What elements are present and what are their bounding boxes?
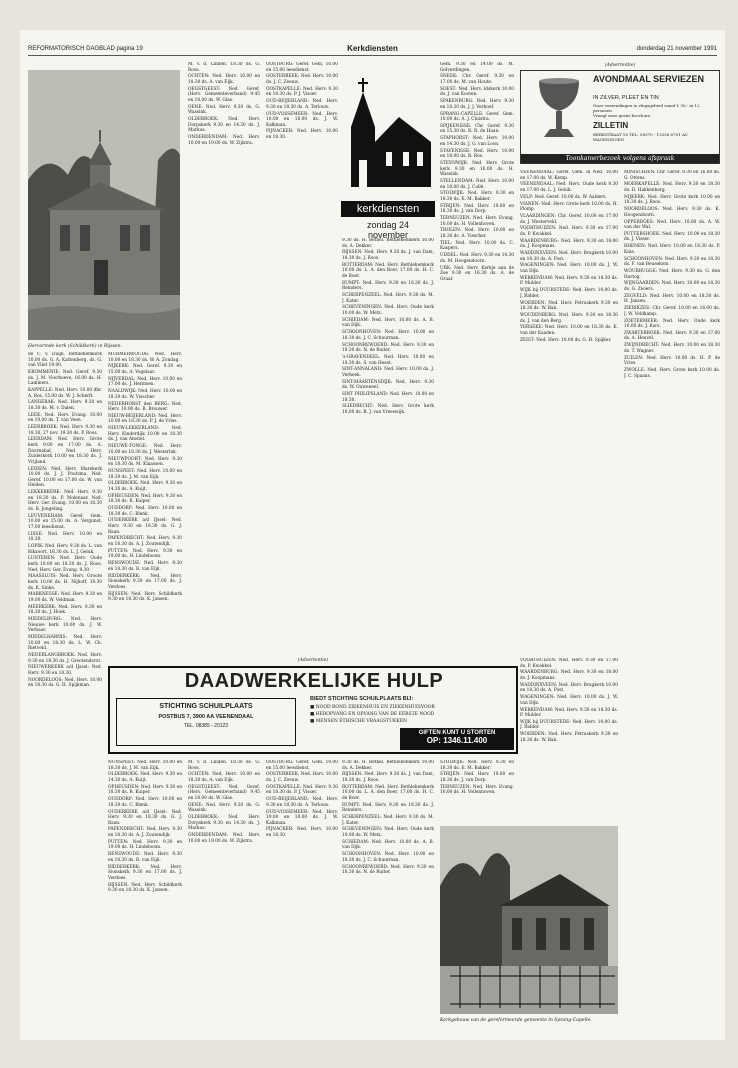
column-3	[188, 62, 338, 652]
entry: SOEST: Ned. Herv. Idskerk 10.00 ds. J. van Kooten.	[440, 86, 514, 98]
masthead	[28, 44, 717, 56]
entry: SCHOONREWOERD: Ned. Herv. 9.30 en 18.30 ds. N. de Ruiter.	[342, 864, 434, 876]
entry: SCHERPENZEEL: Ned. Herv. 9.30 ds. M. J. Kater.	[342, 293, 434, 304]
entry: KAPPELLE: Ned. Herv. 10.00 dhr. A. Ros, 15.00 ds. W. J. Scherft.	[28, 387, 102, 399]
hulp-postbus: POSTBUS 7, 3900 AA VEENENDAAL	[158, 714, 254, 720]
entry: STRIJEN: Ned. Herv. 10.00 en 18.30 ds. J. van Dorp.	[440, 203, 514, 215]
entry: OOSTBURG: Geref. Gem. 10.00 en 15.00 leesdienst.	[266, 62, 338, 73]
column-1	[28, 352, 102, 1032]
entry: NIEUWE-TONGE: Ned. Herv. 10.00 en 18.30 ds. J. Westerink.	[108, 444, 182, 455]
entry: RIDDERKERK: Ned. Herv. Sionskerk 9.30 en 17.00 ds. J. Verdoes.	[108, 573, 182, 590]
entry: 9.30 ds. H. Bethel. Bethlehemkerk 10.00 ds. A. Dekker.	[342, 760, 434, 771]
ad-label-text: (Advertentie)	[604, 63, 636, 68]
entry: LUNTEREN: Ned. Herv. Oude kerk 10.00 en 18.30 ds. J. Roos. Ned. Herv. Ger. Evang. 9.30.	[28, 556, 102, 573]
entry: NUNSPEET: Ned. Herv. 10.00 en 18.30 ds. J. M. van Eijk.	[108, 760, 182, 771]
avondmaal-company: ZILLETIN	[593, 121, 629, 130]
entry: ROTTERDAM: Ned. Herv. Bethlehemkerk 10.00 ds. L. A. den Boer, 17.00 ds. H. C. de Boer.	[342, 784, 434, 801]
avondmaal-subtitle: IN ZILVER, PLEET EN TIN	[593, 95, 659, 101]
entry: PIJNACKER: Ned. Herv. 10.00 en 18.30.	[266, 827, 338, 839]
entry: WAARDENBURG: Ned. Herv. 9.30 en 18.00 ds. J. Koopmans.	[520, 238, 618, 250]
entry: PUTTEN: Ned. Herv. 9.30 en 19.00 ds. H. Lindeboom.	[108, 548, 182, 560]
entry: PIJNACKER: Ned. Herv. 10.00 en 18.30.	[266, 129, 338, 141]
entry: SLIEDRECHT: Ned. Herv. Grote kerk 10.00 ds. B. J. van Vreeswijk.	[342, 404, 434, 416]
sprang-photo-caption	[440, 1018, 620, 1024]
sprang-church-photo	[440, 826, 618, 1014]
column-2-lower	[108, 760, 182, 1030]
entry: ZUILEN: Ned. Herv. 10.00 ds. H. P. de Vries.	[624, 355, 720, 367]
entry: OLDEBROEK: Ned. Herv. Dorpskerk 9.30 en 14.30 ds. J. Markus.	[188, 815, 260, 832]
entry: NIEUW-BEIJERLAND: Ned. Herv. 10.00 en 18.30 ds. P. J. de Vries.	[108, 413, 182, 425]
masthead-left: REFORMATORISCH DAGBLAD pagina 19	[28, 46, 143, 52]
entry: SCHIEDAM: Ned. Herv. 10.00 ds. A. B. van Dijk.	[342, 839, 434, 851]
hulp-line-3-text: MENSEN ETHISCHE VRAAGSTUKKEN	[315, 719, 407, 724]
hulp-org-block	[116, 698, 296, 746]
entry: ZWIJNDRECHT: Ned. Herv. 10.00 en 18.30 ds. T. Wagner.	[624, 343, 720, 354]
entry: WIJK bij DUURSTEDE: Ned. Herv. 10.00 ds. J. Ridder.	[520, 719, 618, 731]
entry: LEUVENEHAM: Geref. Gem. 10.00 en 15.00 ds. A. Vergunst, 17.00 leesdienst.	[28, 513, 102, 530]
column-6	[520, 170, 618, 652]
entry: OLDEBROEK: Ned. Herv. 9.30 en 14.30 ds. A. Kuijt.	[108, 481, 182, 492]
kerkdiensten-subtitle: zondag 24 november	[366, 220, 410, 240]
entry: PUTTERSHOEK: Ned. Herv. 10.00 en 18.30 ds. J. Visser.	[624, 231, 720, 243]
entry: M. v. d. Linden. 18.30 ds. G. Roos.	[188, 62, 260, 73]
entry: STOLWIJK: Ned. Herv. 9.30 en 18.30 ds. E. M. Bakker.	[440, 760, 514, 771]
avondmaal-note-1: Onze verzendingen in vlugsgebied vanaf f. 50,- in 12 personen	[593, 103, 700, 113]
entry: WIJK bij DUURSTEDE: Ned. Herv. 10.00 ds. J. Ridder.	[520, 288, 618, 299]
hulp-giro-box	[400, 728, 514, 750]
entry: SCHEVENINGEN: Ned. Herv. Oude kerk 10.00 ds. W. Metz.	[342, 305, 434, 317]
ad-label-text: (Advertentie)	[297, 658, 329, 663]
entry: ZIERIKZEE: Chr. Geref. 10.00 en 16.00 ds. J. W. Veldkamp.	[624, 306, 720, 317]
rijssen-church-photo	[28, 70, 180, 340]
entry: STAPHORST: Ned. Herv. 10.00 en 14.30 ds. J. G. van Loon.	[440, 136, 514, 147]
entry: WAARDENBURG: Ned. Herv. 9.30 en 18.00 ds. J. Koopmans.	[520, 670, 618, 681]
avondmaal-address: BERKSTRAAT 16 TEL. 08370 - 13336 6701 AC WAGENINGEN	[593, 132, 688, 142]
entry: M. v. d. Linden. 18.30 ds. G. Roos.	[188, 760, 260, 771]
entry: RIJSSEN: Ned. Herv. 9.30 ds. J. van Dam, 18.30 ds. J. Roos.	[342, 772, 434, 783]
entry: OCHTEN: Ned. Herv. 10.00 en 18.30 ds. A. van Eijk.	[188, 74, 260, 85]
entry: NAALDWIJK: Ned. Herv. 10.00 en 18.30 ds. W. Visscher.	[108, 389, 182, 400]
entry: TERNEUZEN: Ned. Herv. Evang. 10.00 ds. H. Vollenhoven.	[440, 784, 514, 796]
entry: LISSE: Ned. Herv. 10.00 en 18.30.	[28, 531, 102, 543]
entry: WADDINXVEEN: Ned. Herv. Brugkerk 10.00 en 18.30 ds. A. Post.	[520, 251, 618, 262]
bullet-icon: ■	[310, 712, 316, 717]
entry: RIJSSEN: Ned. Herv. 9.30 ds. J. van Dam, 18.30 ds. J. Roos.	[342, 250, 434, 261]
entry: NIJKERK: Ned. Geref. 9.30 en 15.00 ds. A. Vogelaar.	[108, 364, 182, 375]
entry: VOORTHUIZEN: Ned. Herv. 9.30 en 17.00 ds. P. Kwakkel.	[520, 226, 618, 237]
entry: NIJKERK: Ned. Herv. Grote kerk 10.00 en 18.30 ds. J. Roos.	[624, 194, 720, 206]
column-5-lower	[440, 760, 514, 820]
entry: OOSTKAPELLE: Ned. Herv. 9.30 en 18.30 ds. P. J. Visser.	[266, 784, 338, 796]
entry: LEEK: Ned. Herv. Evang. 10.00 en 19.00 ds. T. van Veen.	[28, 412, 102, 424]
hulp-line-3	[310, 719, 510, 724]
entry: OLDEBROEK: Ned. Herv. Dorpskerk 9.30 en 14.30 ds. J. Markus.	[188, 117, 260, 134]
entry: Gem. 9.30 en 14.00 ds. M. Golverdingen.	[440, 62, 514, 73]
entry: LANGERAK: Ned. Herv. 9.30 en 18.30 ds. M. v. Dalen.	[28, 400, 102, 411]
entry: WERKENDAM: Ned. Herv. 9.30 en 18.30 ds. P. Mulder.	[520, 707, 618, 719]
chalice-icon	[524, 75, 594, 147]
entry: OOSTBURG: Geref. Gem. 10.00 en 15.00 leesdienst.	[266, 760, 338, 771]
entry: TERNEUZEN: Ned. Herv. Evang. 10.00 ds. H. Vollenhoven.	[440, 216, 514, 227]
entry: UDDEL: Ned. Herv. 9.30 en 14.30 ds. M. Hoogendoorn.	[440, 253, 514, 264]
entry: KROMMENIE: Ned. Geref. 9.30 ds. J. M. Voorhoeve, 16.00 ds. H. Lammers.	[28, 369, 102, 387]
entry: LEERDAM: Ned. Herv. Grote kerk 9.00 en 17.00 ds. A. Doornebal, Ned. Herv. Zuiderkerk 10.00 en 18.30 ds. J. Vrijland.	[28, 437, 102, 465]
entry: WOUDENBERG: Ned. Herv. 9.30 en 18.30 ds. J. van den Berg.	[520, 312, 618, 324]
kerkdiensten-logo	[341, 72, 435, 240]
hulp-org: STICHTING SCHUILPLAATS	[159, 703, 253, 710]
entry: ZWOLLE: Ned. Herv. Grote kerk 10.00 ds. J. C. Spaans.	[624, 368, 720, 379]
column-2	[108, 352, 182, 652]
masthead-section-title: Kerkdiensten	[347, 44, 398, 53]
entry: VIANEN: Ned. Herv. Grote kerk 10.00 ds. H. Plomp.	[520, 201, 618, 213]
entry: NIEUW-LEKKERLAND: Ned. Herv. Kinderdijk 10.00 en 18.30 ds. J. van Amstel.	[108, 426, 182, 443]
entry: WADDINXVEEN: Ned. Herv. Brugkerk 10.00 en 18.30 ds. A. Post.	[520, 682, 618, 694]
entry: SCHOONHOVEN: Ned. Herv. 10.00 en 18.30 ds. J. C. Schuurman.	[342, 330, 434, 341]
entry: OUD-BEIJERLAND: Ned. Herv. 9.30 en 18.30 ds. A. Terlouw.	[266, 797, 338, 808]
entry: RUMPT: Ned. Herv. 9.30 en 18.30 ds. J. Reinders.	[342, 280, 434, 292]
entry: NOORDELOOS: Ned. Herv. 9.30 ds. K. Hoogendoorn.	[624, 207, 720, 218]
avondmaal-ad	[520, 70, 720, 164]
entry: STAVENISSE: Ned. Herv. 10.00 en 18.00 ds. R. Ros.	[440, 148, 514, 160]
entry: PAPENDRECHT: Ned. Herv. 9.30 en 18.30 ds. A. J. Zoutendijk.	[108, 536, 182, 548]
entry: VOORTHUIZEN: Ned. Herv. 9.30 en 17.00 ds. P. Kwakkel.	[520, 658, 618, 669]
entry: VEENENDAAL: Geref. Gem. in Ned. 10.00 en 17.00 ds. W. Kemp.	[520, 170, 618, 181]
entry: NEDERLANGBROEK: Ned. Herv. 9.30 en 18.30 ds. J. Grootendorst.	[28, 653, 102, 664]
entry: ZOETERMEER: Ned. Herv. Oude kerk 10.00 ds. J. Kors.	[624, 318, 720, 330]
hulp-line-2	[310, 712, 510, 717]
entry: VLAARDINGEN: Chr. Geref. 10.00 en 17.00 ds. J. Westerveld.	[520, 213, 618, 225]
entry: ONDERDENDAM: Ned. Herv. 10.00 en 19.00 ds. W. Zijlstra.	[188, 135, 260, 146]
entry: NUNSPEET: Ned. Herv. 10.00 en 18.30 ds. J. M. van Eijk.	[108, 468, 182, 480]
entry: WAGENINGEN: Ned. Herv. 10.00 ds. J. W. van Dijk.	[520, 263, 618, 274]
entry: WAGENINGEN: Ned. Herv. 10.00 ds. J. W. van Dijk.	[520, 695, 618, 706]
entry: OUDERKERK a/d IJssel: Ned. Herv. 9.30 en 18.30 ds. G. J. Baan.	[108, 809, 182, 826]
hulp-giften: GIFTEN KUNT U STORTEN	[418, 730, 496, 736]
entry: RENSWOUDE: Ned. Herv. 9.30 en 18.30 ds. B. van Eijk.	[108, 852, 182, 863]
ad-label	[520, 63, 720, 68]
entry: LOPIK: Ned. Herv. 9.30 ds. L. van Rikxoort, 18.30 ds. L. J. Geluk.	[28, 544, 102, 555]
avondmaal-footer: Toonkamerbezoek volgens afspraak	[521, 154, 719, 163]
entry: PUTTEN: Ned. Herv. 9.30 en 19.00 ds. H. Lindeboom.	[108, 839, 182, 851]
entry: OOSTERBEEK: Ned. Herv. 10.00 ds. J. C. Zeeuw.	[266, 74, 338, 85]
entry: SINT PHILIPSLAND: Ned. Herv. 10.00 en 18.30.	[342, 392, 434, 403]
entry: OUD-VOSSEMEER: Ned. Herv. 10.00 en 18.00 ds. J. W. Kalkman.	[266, 809, 338, 826]
entry: SINT-ANNALAND: Ned. Herv. 10.00 ds. J. Verbeek.	[342, 367, 434, 378]
daadwerkelijke-hulp-ad	[108, 666, 518, 754]
ad-label-2	[108, 658, 518, 663]
entry: OUD-BEIJERLAND: Ned. Herv. 9.30 en 18.30 ds. A. Terlouw.	[266, 99, 338, 110]
column-3-lower	[188, 760, 338, 1030]
entry: ZWARTEBROEK: Ned. Herv. 9.30 en 17.00 ds. A. Heuvel.	[624, 330, 720, 342]
entry: VELP: Ned. Geref. 10.00 ds. W. Aalders.	[520, 194, 607, 200]
caption-text: Kerkgebouw van de gereformeerde gemeente in Sprang-Capelle.	[440, 1018, 592, 1023]
entry: MAASSLUIS: Ned. Herv. Groote kerk 10.00 ds. H. Nijhoff, 18.30 ds. K. Sinke.	[28, 574, 102, 591]
entry: OEGSTGEEST: Ned. Geref. (Herv. Gemeenteverband) 9.45 en 18.00 ds. W. Glas.	[188, 784, 260, 801]
entry: NEDERHORST den BERG: Ned. Herv. 10.00 ds. R. Brouwer.	[108, 401, 182, 413]
hulp-biedt: BIEDT STICHTING SCHUILPLAATS BIJ:	[310, 696, 414, 702]
entry: THOLEN: Ned. Herv. 10.00 en 18.30 ds. A. Visscher.	[440, 228, 514, 240]
entry: STOLWIJK: Ned. Herv. 9.30 en 18.30 ds. E. M. Bakker.	[440, 191, 514, 202]
entry: SPIJKENISSE: Chr. Geref. 9.30 en 15.30 ds. R. R. de Haan.	[440, 123, 514, 135]
entry: OLDEBROEK: Ned. Herv. 9.30 en 14.30 ds. A. Kuijt.	[108, 772, 182, 783]
avondmaal-note-2: Vraagt onze gratis brochure	[593, 113, 651, 118]
newspaper-page	[20, 30, 725, 1040]
bullet-icon: ■	[310, 705, 316, 710]
column-7	[624, 170, 720, 1030]
entry: OEGSTGEEST: Ned. Geref. (Herv. Gemeenteverband) 9.45 en 18.00 ds. W. Glas.	[188, 86, 260, 103]
entry: PAPENDRECHT: Ned. Herv. 9.30 en 18.30 ds. A. J. Zoutendijk.	[108, 827, 182, 839]
entry: SPRANG-CAPELLE: Geref. Gem. 10.00 ds. A. J. Cluistra.	[440, 111, 514, 123]
entry: OPPERDOES: Ned. Herv. 10.00 ds. A. W. van der Wal.	[624, 219, 720, 231]
entry: SINT-MAARTENSDIJK: Ned. Herv. 9.30 ds. W. Ouweneel.	[342, 379, 434, 391]
entry: WOERDEN: Ned. Herv. Petruskerk 9.30 en 18.30 ds. W. Bak.	[520, 300, 618, 312]
entry: ONDERDENDAM: Ned. Herv. 10.00 en 19.00 ds. W. Zijlstra.	[188, 833, 260, 844]
entry: STRIJEN: Ned. Herv. 10.00 en 18.30 ds. J. van Dorp.	[440, 772, 514, 783]
entry: WERKENDAM: Ned. Herv. 9.30 en 18.30 ds. P. Mulder.	[520, 275, 618, 287]
entry: YERSEKE: Ned. Herv. 10.00 en 18.30 ds. K. van der Kaaden.	[520, 325, 618, 336]
hulp-title: DAADWERKELIJKE HULP	[184, 670, 444, 692]
entry: ROTTERDAM: Ned. Herv. Bethlehemkerk 10.00 ds. L. A. den Boer, 17.00 ds. H. C. de Boer.	[342, 262, 434, 279]
entry: OOSTERBEEK: Ned. Herv. 10.00 ds. J. C. Zeeuw.	[266, 772, 338, 783]
entry: NOORDELOOS: Ned. Herv. 10.00 en 18.30 ds. G. H. Spijkman.	[28, 677, 102, 689]
column-4	[342, 238, 434, 652]
entry: OCHTEN: Ned. Herv. 10.00 en 18.30 ds. A. van Eijk.	[188, 772, 260, 783]
kerkdiensten-banner	[341, 201, 435, 217]
entry: OPHEUSDEN: Ned. Herv. 9.30 en 18.30 ds. R. Kuiper.	[108, 784, 182, 796]
hulp-giro: OP: 1346.11.400	[426, 736, 488, 745]
entry: WOERDEN: Ned. Herv. Petruskerk 9.30 en 18.30 ds. W. Bak.	[520, 732, 618, 743]
hulp-line-1-text: NOOD ROND ZIEKENHUIS EN ZIEKENHUISVOOR	[315, 705, 435, 710]
entry: OPHEUSDEN: Ned. Herv. 9.30 en 18.30 ds. R. Kuiper.	[108, 493, 182, 505]
entry: NIJVERDAL: Ned. Herv. 10.00 en 17.00 ds. J. Hermsen.	[108, 376, 182, 388]
entry: SCHIEDAM: Ned. Herv. 10.00 ds. A. B. van Dijk.	[342, 317, 434, 329]
entry: LEKKERKERK: Ned. Herv. 9.30 en 18.30 ds. P. Molenaar. Ned. Herv. Ger. Evang. 10.00 en 18.30 ds. B. Jongeling.	[28, 490, 102, 512]
entry: MOERKAPELLE: Ned. Herv. 9.30 en 18.30 ds. D. Hakkenberg.	[624, 182, 720, 193]
entry: SCHOONREWOERD: Ned. Herv. 9.30 en 18.30 ds. N. de Ruiter.	[342, 342, 434, 354]
column-4-lower	[342, 760, 434, 1030]
entry: ZEGVELD: Ned. Herv. 10.00 en 18.30 ds. H. Jansen.	[624, 293, 720, 305]
entry: RIJSSEN: Ned. Herv. Schildkerk 9.30 en 18.30 ds. K. Jansen.	[108, 591, 182, 603]
entry: VEENENDAAL: Ned. Herv. Oude kerk 9.30 en 17.00 ds. L. J. Geluk.	[520, 182, 618, 193]
entry: OENE: Ned. Herv. 9.30 ds. G. Wassink.	[188, 104, 260, 116]
entry: STEENWIJK: Ned. Herv. Grote kerk 9.30 en 16.00 ds. H. Wassink.	[440, 161, 514, 178]
caption-text: Hervormde kerk (Schildkerk) in Rijssen.	[28, 344, 123, 349]
entry: SCHEVENINGEN: Ned. Herv. Oude kerk 10.00 ds. W. Metz.	[342, 827, 434, 839]
bullet-icon: ■	[310, 719, 316, 724]
column-5	[440, 62, 514, 652]
entry: MINISCHIEN: Chr. Geref. 9.30 en 16.00 ds. G. Ottens.	[624, 170, 720, 181]
entry: RHENEN: Ned. Herv. 10.00 en 18.30 ds. P. Kats.	[624, 244, 720, 255]
church-silhouette-icon	[341, 72, 435, 197]
entry: LEERBROEK: Ned. Herv. 9.30 en 18.30, 27 nov. 19.30 ds. P. Roos.	[28, 425, 102, 436]
entry: RIDDERKERK: Ned. Herv. Sionskerk 9.30 en 17.00 ds. J. Verdoes.	[108, 864, 182, 881]
entry: WOUBRUGGE: Ned. Herv. 9.30 ds. G. den Hartog.	[624, 269, 720, 280]
entry: URK: Ned. Herv. Kerkje aan de Zee 9.30 en 16.30 ds. A. de Graaf.	[440, 265, 514, 282]
entry: SCHERPENZEEL: Ned. Herv. 9.30 ds. M. J. Kater.	[342, 815, 434, 826]
column-6-lower	[520, 658, 618, 820]
hulp-line-2-text: HEROPVANG EN OPVANG VAN DE EERSTE NOOD	[315, 712, 435, 717]
entry: de C. v. Duijn. Bethlehemkerk 10.00 ds. G. A. Kattenberg, ds. G. van Vliet 19.00.	[28, 352, 102, 369]
hulp-tel: TEL. 08385 - 20123	[183, 723, 229, 729]
entry: SPAKENBURG: Ned. Herv. 9.30 en 18.30 ds. J. J. Verhoef.	[440, 99, 514, 110]
entry: 's-GRAVENDEEL: Ned. Herv. 10.00 en 18.30 ds. S. van Heest.	[342, 354, 434, 366]
entry: MIDDELHARNIS: Ned. Herv. 10.00 en 18.30 ds. L. W. Ch. Rietveld.	[28, 635, 102, 652]
entry: OOSTKAPELLE: Ned. Herv. 9.30 en 18.30 ds. P. J. Visser.	[266, 86, 338, 98]
entry: RIJSSEN: Ned. Herv. Schildkerk 9.30 en 18.30 ds. K. Jansen.	[108, 882, 182, 894]
rijssen-church-illustration	[28, 70, 180, 340]
entry: OUDDORP: Ned. Herv. 10.00 en 18.30 ds. C. Blenk.	[108, 797, 182, 808]
entry: OENE: Ned. Herv. 9.30 ds. G. Wassink.	[188, 802, 260, 814]
entry: TIEL: Ned. Herv. 10.00 ds. C. Kaspers.	[440, 240, 514, 252]
rijssen-photo-caption	[28, 344, 188, 350]
entry: MURMERWOUDE: Ned. Herv. 10.00 en 18.30 ds. W. A. Zondag.	[108, 352, 182, 363]
entry: MIDDELBURG: Ned. Herv. Nieuwe kerk 10.00 ds. J. W. Verhaar.	[28, 617, 102, 634]
hulp-line-1	[310, 705, 510, 710]
entry: NIEUWERKERK a/d IJssel: Ned. Herv. 9.30 en 18.30.	[28, 665, 102, 677]
entry: 9.30 ds. H. Bethel. Bethlehemkerk 10.00 ds. A. Dekker.	[342, 238, 434, 249]
entry: MEERKERK: Ned. Herv. 9.30 en 18.30 ds. J. Hoek.	[28, 604, 102, 616]
entry: SNEEK: Chr. Geref. 9.30 en 17.00 ds. M. van Houte.	[440, 74, 514, 85]
entry: ZEIST: Ned. Herv. 10.00 ds. G. H. Spijker.	[520, 337, 612, 343]
avondmaal-title: AVONDMAAL SERVIEZEN	[593, 74, 705, 84]
sprang-church-illustration	[440, 826, 618, 1014]
entry: SCHOONHOVEN: Ned. Herv. 10.00 en 18.30 ds. J. C. Schuurman.	[342, 852, 434, 863]
entry: OUDDORP: Ned. Herv. 10.00 en 18.30 ds. C. Blenk.	[108, 506, 182, 517]
entry: RENSWOUDE: Ned. Herv. 9.30 en 18.30 ds. B. van Eijk.	[108, 561, 182, 572]
entry: OUD-VOSSEMEER: Ned. Herv. 10.00 en 18.00 ds. J. W. Kalkman.	[266, 111, 338, 128]
entry: OUDERKERK a/d IJssel: Ned. Herv. 9.30 en 18.30 ds. G. J. Baan.	[108, 518, 182, 535]
entry: STELLENDAM: Ned. Herv. 10.00 en 18.00 ds. J. Collé.	[440, 178, 514, 190]
kerkdiensten-date	[341, 220, 435, 240]
kerkdiensten-word: kerkdiensten	[356, 203, 420, 215]
entry: MARKNESSE: Ned. Herv. 9.30 en 19.00 ds. W. Veldman.	[28, 592, 102, 603]
entry: WIJNGAARDEN: Ned. Herv. 10.00 en 18.30 ds. G. Zwiers.	[624, 281, 720, 292]
entry: SCHOONHOVEN: Ned. Herv. 9.30 en 18.30 ds. F. van Beusekom.	[624, 256, 720, 268]
entry: NIEUWPOORT: Ned. Herv. 9.30 en 18.30 ds. M. Klaassen.	[108, 456, 182, 468]
entry: LEIDEN: Ned. Herv. Marekerk 10.00 ds. J. J. Poutsma, Ned. Geref. 10.00 en 17.00 ds. W. van Helden.	[28, 466, 102, 489]
masthead-date: donderdag 21 november 1991	[636, 46, 717, 52]
entry: RUMPT: Ned. Herv. 9.30 en 18.30 ds. J. Reinders.	[342, 802, 434, 814]
